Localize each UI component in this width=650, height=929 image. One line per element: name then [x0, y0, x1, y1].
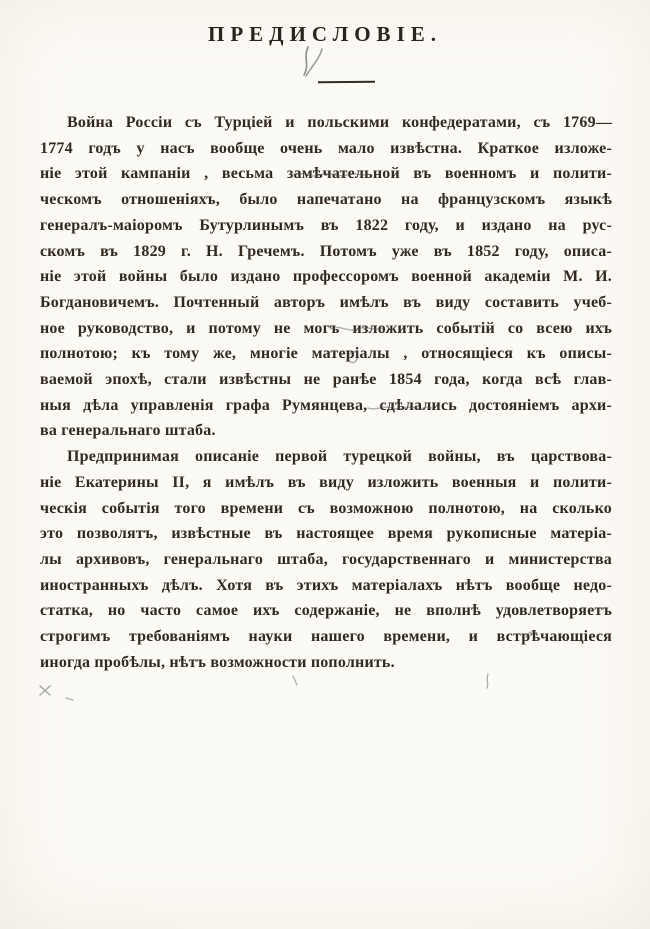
text-line: статка, но часто самое ихъ содержаніе, не вполнѣ удовлетворяетъ [40, 602, 612, 620]
text-line: генералъ-маіоромъ Бутурлинымъ въ 1822 году, и издано на рус- [40, 216, 612, 234]
text-line: ческія событія того времени съ возможною полнотою, на сколько [40, 499, 612, 517]
text-line: лы архивовъ, генеральнаго штаба, государственнаго и министерства [40, 550, 612, 568]
pen-scribble-under-title [304, 47, 308, 75]
text-line: ніе Екатерины II, я имѣлъ въ виду изложить военныя и полити- [40, 473, 612, 491]
text-line: это позволятъ, извѣстные въ настоящее время рукописные матеріа- [40, 525, 612, 543]
text-line: ческомъ отношеніяхъ, было напечатано на французскомъ языкѣ [40, 191, 612, 209]
pencil-dash-mark [66, 698, 73, 700]
paragraph [40, 444, 612, 675]
pencil-stroke-mark [487, 674, 488, 688]
text-line: иногда пробѣлы, нѣтъ возможности пополнить. [40, 653, 395, 671]
paragraph [40, 110, 612, 444]
text-line: ніе этой кампаніи , весьма замѣчательной въ военномъ и полити- [40, 165, 612, 183]
pencil-x-mark [40, 686, 50, 695]
text-line: 1774 годъ у насъ вообще очень мало извѣстна. Краткое изложе- [40, 139, 612, 157]
text-line: ваемой эпохѣ, стали извѣстны не ранѣе 1854 года, когда всѣ глав- [40, 371, 612, 389]
text-line: Богдановичемъ. Почтенный авторъ имѣлъ въ виду составить учеб- [40, 293, 612, 311]
pen-scribble-under-title [306, 49, 322, 76]
pencil-tick-mark [293, 676, 297, 685]
text-line: ныя дѣла управленія графа Румянцева, сдѣлались достояніемъ архи- [40, 396, 612, 414]
text-line: Предпринимая описаніе первой турецкой войны, въ царствова- [67, 448, 612, 466]
title-divider-rule [318, 81, 375, 84]
text-line: иностранныхъ дѣлъ. Хотя въ этихъ матеріалахъ нѣтъ вообще недо- [40, 576, 612, 594]
preface-body [40, 110, 612, 675]
text-line: строгимъ требованіямъ науки нашего времени, и встрѣчающіеся [40, 628, 612, 646]
text-line: ва генеральнаго штаба. [40, 422, 216, 440]
text-line: ніе этой войны было издано профессоромъ военной академіи М. И. [40, 268, 612, 286]
text-line: скомъ въ 1829 г. Н. Гречемъ. Потомъ уже въ 1852 году, описа- [40, 242, 612, 260]
text-line: Война Россіи съ Турціей и польскими конфедератами, съ 1769— [67, 114, 612, 131]
text-line: ное руководство, и потому не могъ изложить событій со всею ихъ [40, 319, 612, 337]
text-line: полнотою; къ тому же, многіе матеріалы , относящіеся къ описы- [40, 345, 612, 363]
page-title: ПРЕДИСЛОВІЕ. [207, 22, 442, 46]
